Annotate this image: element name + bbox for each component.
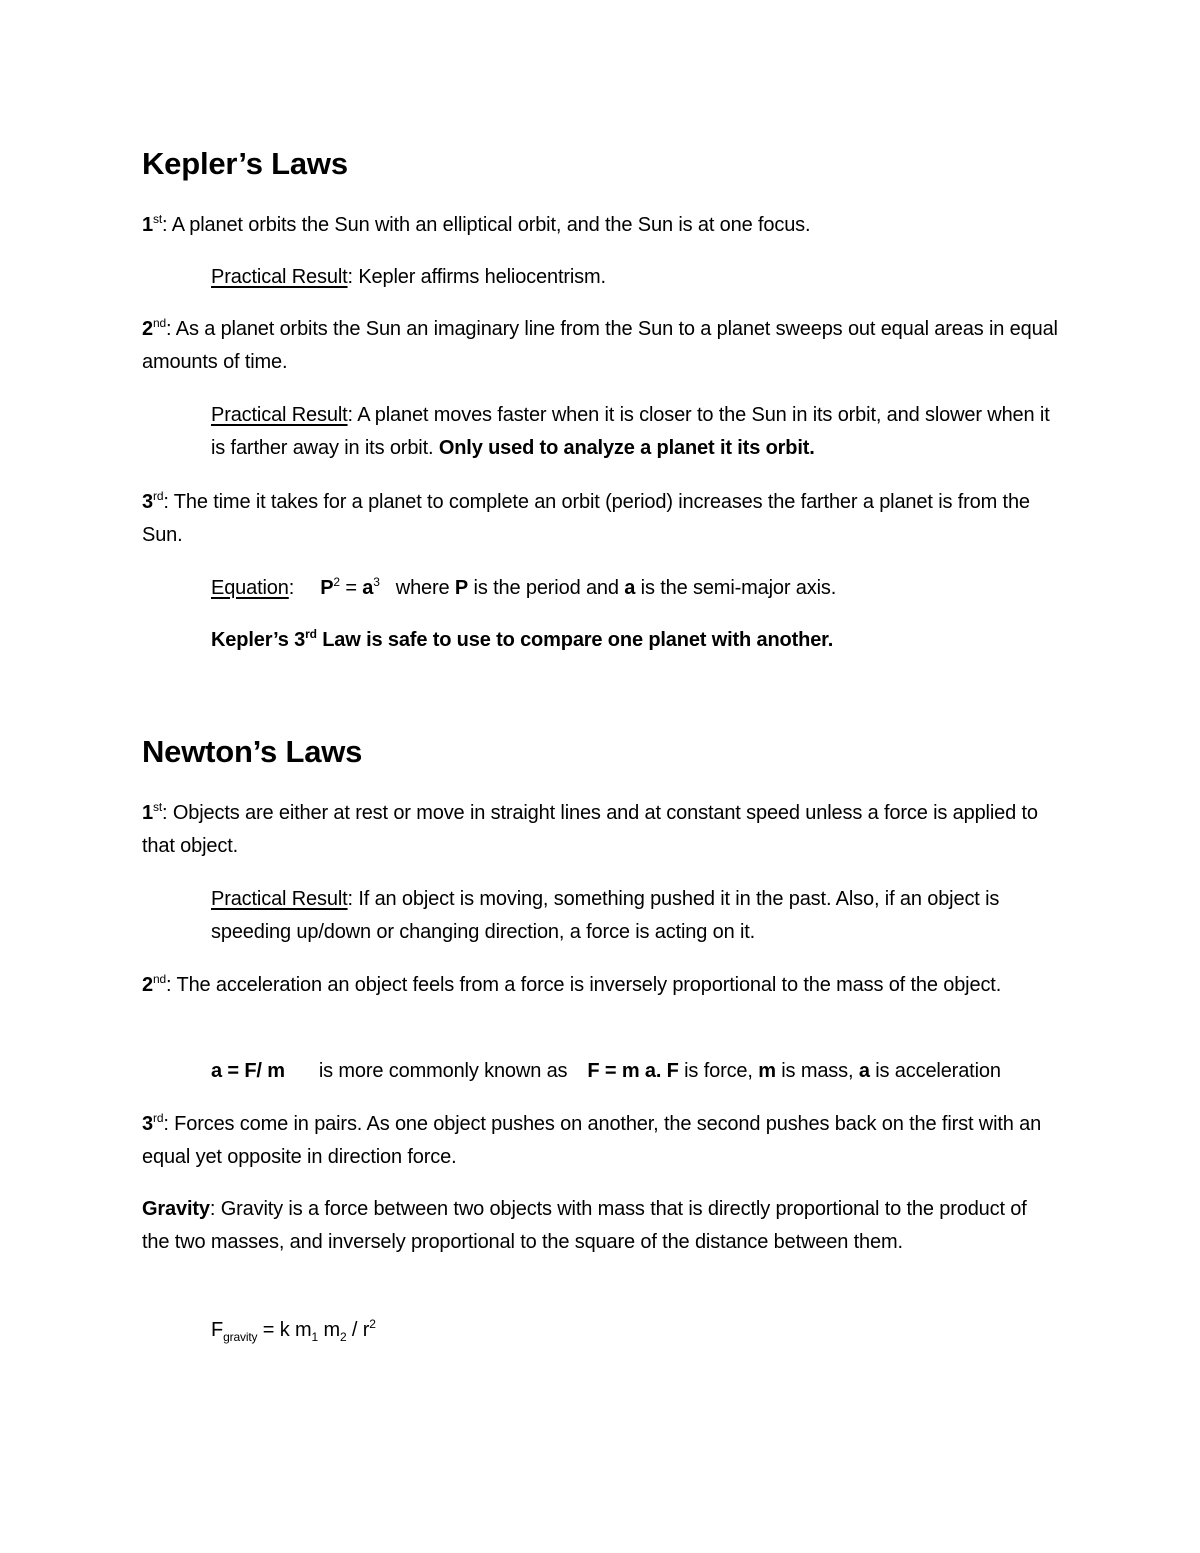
practical-result-label: Practical Result (211, 266, 348, 288)
newton-law-1: 1st: Objects are either at rest or move in straight lines and at constant speed unless a force is applied to that object. (142, 800, 1038, 857)
kepler-law-2: 2nd: As a planet orbits the Sun an imaginary line from the Sun to a planet sweeps out equal areas in equal amounts of time. (142, 316, 1058, 373)
kepler-equation: Equation: $P^2 = a^3$ where P is the period and a is the semi-major axis. (211, 575, 837, 599)
newton-law-3: 3rd: Forces come in pairs. As one object pushes on another, the second pushes back on the first with an equal yet opposite in direction force. (142, 1111, 1042, 1168)
practical-result-label: Practical Result (211, 888, 348, 910)
practical-result-label: Practical Result (211, 404, 348, 426)
kepler-law-2-result: Practical Result: A planet moves faster when it is closer to the Sun in its orbit, and slower when it is farther away in its orbit. Only used to analyze a planet it its orbit. (211, 404, 1050, 459)
kepler-heading: Kepler’s Laws (142, 146, 348, 181)
newton-law-2-equation: a = F/ m is more commonly known as F = m a. F is force, m is mass, a is acceleration (211, 1060, 1001, 1082)
kepler-law-3: 3rd: The time it takes for a planet to complete an orbit (period) increases the farther a planet is from the Sun. (142, 489, 1030, 546)
gravity-label: Gravity (142, 1198, 210, 1220)
newton-law-1-result: Practical Result: If an object is moving, something pushed it in the past. Also, if an object is speeding up/down or changing direction, a force is acting on it. (211, 888, 1000, 943)
kepler-law-1: 1st: A planet orbits the Sun with an elliptical orbit, and the Sun is at one focus. (142, 212, 811, 236)
gravity-formula: $F_{gravity} = k$ $m_1$ $m_2 / r^2$ (211, 1317, 376, 1344)
kepler-law-1-result: Practical Result: Kepler affirms heliocentrism. (211, 266, 606, 288)
newton-law-2: 2nd: The acceleration an object feels from a force is inversely proportional to the mass of the object. (142, 972, 1002, 996)
equation-label: Equation (211, 577, 289, 599)
kepler-law-3-note: Kepler’s 3rd Law is safe to use to compare one planet with another. (211, 627, 834, 651)
newton-heading: Newton’s Laws (142, 734, 363, 769)
gravity-paragraph: Gravity: Gravity is a force between two objects with mass that is directly proportional to the product of the two masses, and inversely proportional to the square of the distance between them. (142, 1198, 1027, 1253)
